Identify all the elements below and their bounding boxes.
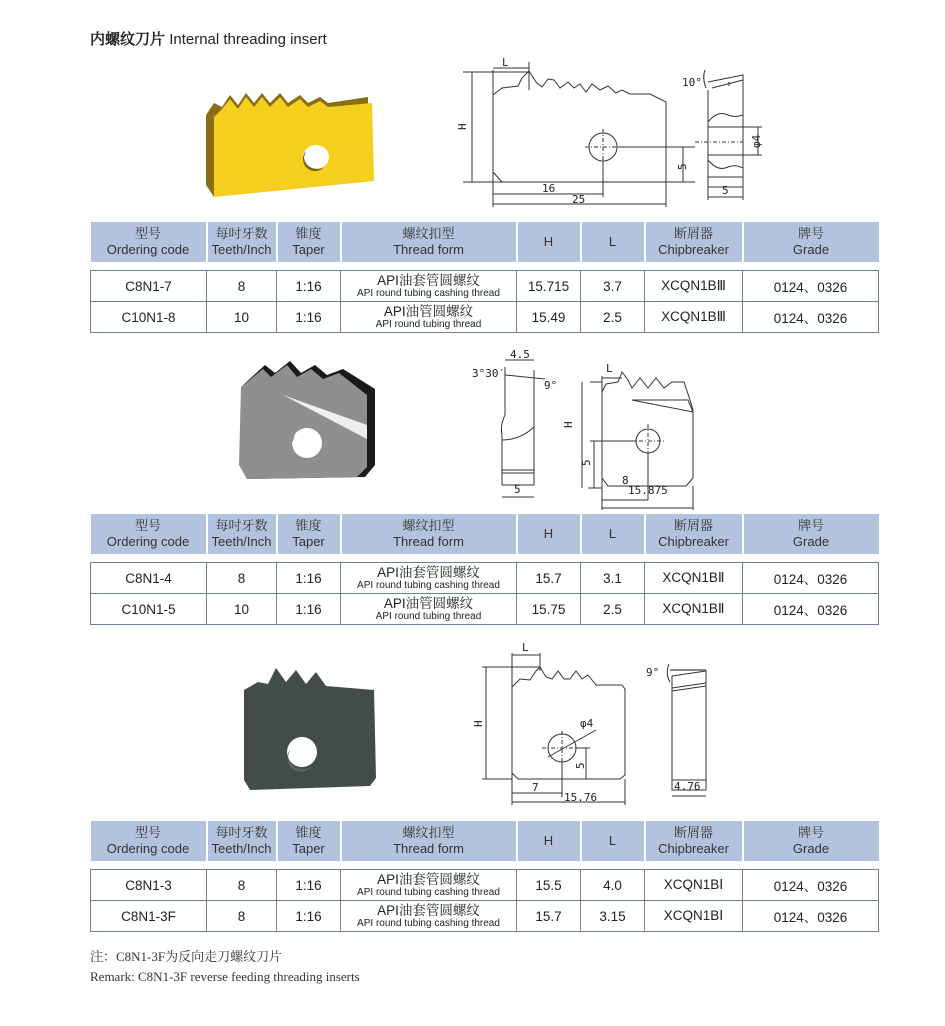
dim-H: H (472, 720, 485, 727)
header-ordering-code: 型号 Ordering code (91, 514, 207, 554)
header-chipbreaker: 断屑器 Chipbreaker (645, 821, 743, 861)
cell-code: C8N1-3 (91, 870, 207, 901)
dim-hole-height: 5 (574, 762, 587, 769)
header-chipbreaker: 断屑器 Chipbreaker (645, 514, 743, 554)
dim-length: 25 (572, 193, 586, 206)
dim-angle: 9° (646, 666, 660, 679)
header-grade: 牌号 Grade (743, 514, 879, 554)
dim-hole-dia: φ4 (750, 134, 763, 148)
header-l: L (581, 821, 645, 861)
cell-code: C8N1-4 (91, 563, 207, 594)
insert-image-gray (235, 355, 385, 485)
cell-taper: 1:16 (277, 901, 341, 932)
cell-code: C8N1-3F (91, 901, 207, 932)
technical-drawing-front-2 (560, 360, 710, 500)
cell-grade: 0124、0326 (743, 594, 879, 625)
header-thread-form: 螺纹扣型 Thread form (341, 821, 517, 861)
technical-drawing-side-2 (470, 345, 560, 495)
table-row (91, 594, 879, 625)
header-ordering-code: 型号 Ordering code (91, 222, 207, 262)
header-taper: 锥度 Taper (277, 821, 341, 861)
cell-chipbreaker: XCQN1BⅠ (645, 870, 743, 901)
header-chipbreaker: 断屑器 Chipbreaker (645, 222, 743, 262)
table-row (91, 563, 879, 594)
spec-table-3 (90, 821, 879, 932)
dim-thickness: 5 (514, 483, 521, 496)
cell-thread-form: API油套管圆螺纹 API round tubing cashing thread (341, 563, 517, 594)
cell-grade: 0124、0326 (743, 271, 879, 302)
header-thread-form: 螺纹扣型 Thread form (341, 222, 517, 262)
technical-drawing-side-3 (640, 660, 710, 800)
cell-l: 3.7 (581, 271, 645, 302)
cell-h: 15.7 (517, 563, 581, 594)
title-en: Internal threading insert (169, 31, 327, 48)
cell-thread-form: API油管圆螺纹 API round tubing thread (341, 302, 517, 333)
dim-length: 15.875 (628, 484, 668, 497)
page-title (90, 28, 327, 49)
dim-hole-pos: 7 (532, 781, 539, 794)
dim-length: 15.76 (564, 791, 598, 804)
cell-l: 2.5 (581, 594, 645, 625)
dim-hole-height: 5 (580, 459, 593, 466)
dim-thickness: 4.76 (674, 780, 701, 793)
cell-h: 15.5 (517, 870, 581, 901)
insert-image-yellow (200, 85, 380, 200)
cell-tpi: 8 (207, 901, 277, 932)
title-cn: 内螺纹刀片 (90, 31, 166, 48)
cell-l: 3.15 (581, 901, 645, 932)
cell-tpi: 10 (207, 302, 277, 333)
insert-image-dark (240, 660, 380, 795)
cell-grade: 0124、0326 (743, 302, 879, 333)
table-header-row (91, 514, 879, 554)
cell-thread-form: API油套管圆螺纹 API round tubing cashing thread (341, 901, 517, 932)
table-row (91, 870, 879, 901)
cell-l: 3.1 (581, 563, 645, 594)
dim-top-width: 4.5 (510, 348, 530, 361)
table-row (91, 901, 879, 932)
cell-chipbreaker: XCQN1BⅢ (645, 302, 743, 333)
cell-grade: 0124、0326 (743, 901, 879, 932)
table-row (91, 302, 879, 333)
header-l: L (581, 514, 645, 554)
header-h: H (517, 821, 581, 861)
header-teeth-inch: 每吋牙数 Teeth/Inch (207, 821, 277, 861)
spec-table-2 (90, 514, 879, 625)
cell-taper: 1:16 (277, 870, 341, 901)
dim-L: L (606, 362, 613, 375)
cell-thread-form: API油管圆螺纹 API round tubing thread (341, 594, 517, 625)
cell-h: 15.7 (517, 901, 581, 932)
cell-h: 15.75 (517, 594, 581, 625)
header-grade: 牌号 Grade (743, 821, 879, 861)
cell-tpi: 8 (207, 563, 277, 594)
cell-chipbreaker: XCQN1BⅠ (645, 901, 743, 932)
cell-taper: 1:16 (277, 271, 341, 302)
header-grade: 牌号 Grade (743, 222, 879, 262)
dim-thickness: 5 (722, 184, 729, 197)
technical-drawing-front-3 (470, 635, 645, 810)
table-row (91, 271, 879, 302)
cell-thread-form: API油套管圆螺纹 API round tubing cashing thread (341, 271, 517, 302)
cell-h: 15.49 (517, 302, 581, 333)
cell-tpi: 8 (207, 271, 277, 302)
dim-hole-pos: 16 (542, 182, 556, 195)
cell-l: 4.0 (581, 870, 645, 901)
header-h: H (517, 514, 581, 554)
dim-angle-1: 3°30′ (472, 367, 506, 380)
cell-code: C10N1-8 (91, 302, 207, 333)
header-l: L (581, 222, 645, 262)
dim-hole-pos: 8 (622, 474, 629, 487)
cell-tpi: 8 (207, 870, 277, 901)
remark-en: Remark: C8N1-3F reverse feeding threading inserts (90, 969, 360, 984)
dim-L: L (522, 641, 529, 654)
cell-tpi: 10 (207, 594, 277, 625)
table-header-row (91, 821, 879, 861)
remark (90, 947, 360, 987)
cell-chipbreaker: XCQN1BⅡ (645, 563, 743, 594)
header-h: H (517, 222, 581, 262)
dim-H: H (562, 421, 575, 428)
cell-taper: 1:16 (277, 594, 341, 625)
dim-angle-2: 9° (544, 379, 558, 392)
table-header-row (91, 222, 879, 262)
cell-l: 2.5 (581, 302, 645, 333)
cell-taper: 1:16 (277, 563, 341, 594)
cell-thread-form: API油套管圆螺纹 API round tubing cashing thread (341, 870, 517, 901)
cell-code: C10N1-5 (91, 594, 207, 625)
cell-code: C8N1-7 (91, 271, 207, 302)
header-ordering-code: 型号 Ordering code (91, 821, 207, 861)
dim-hole-height: 5 (676, 163, 689, 170)
cell-grade: 0124、0326 (743, 870, 879, 901)
cell-grade: 0124、0326 (743, 563, 879, 594)
header-taper: 锥度 Taper (277, 222, 341, 262)
cell-chipbreaker: XCQN1BⅢ (645, 271, 743, 302)
dim-L: L (502, 56, 509, 69)
cell-taper: 1:16 (277, 302, 341, 333)
spec-table-1 (90, 222, 879, 333)
header-taper: 锥度 Taper (277, 514, 341, 554)
header-teeth-inch: 每吋牙数 Teeth/Inch (207, 514, 277, 554)
dim-hole-dia: φ4 (580, 717, 594, 730)
cell-h: 15.715 (517, 271, 581, 302)
technical-drawing-side-1 (680, 60, 780, 210)
cell-chipbreaker: XCQN1BⅡ (645, 594, 743, 625)
dim-H: H (456, 123, 469, 130)
dim-angle: 10° (682, 76, 702, 89)
header-thread-form: 螺纹扣型 Thread form (341, 514, 517, 554)
remark-cn: 注：C8N1-3F为反向走刀螺纹刀片 (90, 949, 283, 964)
header-teeth-inch: 每吋牙数 Teeth/Inch (207, 222, 277, 262)
